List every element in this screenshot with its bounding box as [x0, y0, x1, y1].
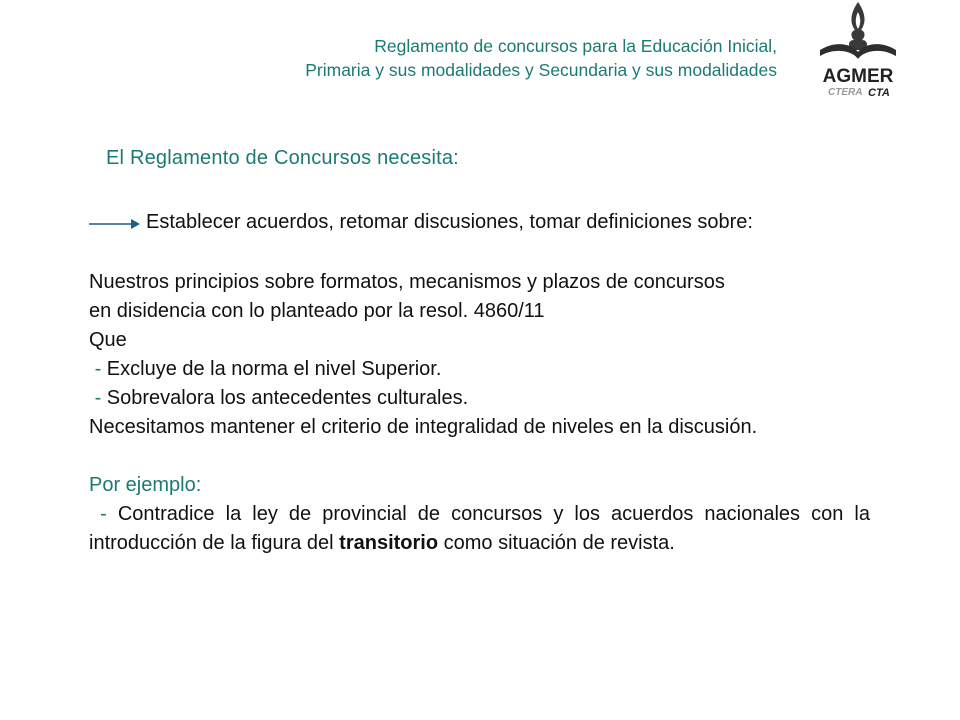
- que-label: Que: [89, 329, 127, 351]
- body-text: [89, 268, 870, 558]
- flame-icon: [849, 2, 867, 50]
- bullet-text: Excluye de la norma el nivel Superior.: [106, 358, 442, 380]
- logo-sub-2: CTA: [868, 87, 890, 99]
- example-paragraph: - Contradice la ley de provincial de concursos y los acuerdos nacionales con la introducción de la figura del transitorio como situación de revista.: [89, 503, 870, 554]
- example-text-before: Contradice la ley de provincial de concursos y los acuerdos nacionales con la introducción de la figura del: [89, 503, 870, 554]
- logo-sub-1: CTERA: [828, 87, 863, 98]
- header-line-1: Reglamento de concursos para la Educación Inicial,: [374, 36, 777, 56]
- principles-line-2: en disidencia con lo planteado por la resol. 4860/11: [89, 300, 545, 322]
- bullet-item: - Sobrevalora los antecedentes culturales.: [94, 387, 469, 409]
- document-header: [305, 34, 777, 82]
- header-line-2: Primaria y sus modalidades y Secundaria y sus modalidades: [305, 60, 777, 80]
- arrow-item-text: Establecer acuerdos, retomar discusiones, tomar definiciones sobre:: [146, 211, 753, 233]
- agmer-logo: [808, 0, 908, 102]
- arrow-right-icon: [89, 217, 141, 231]
- example-bold-term: transitorio: [339, 532, 439, 554]
- necesitamos-paragraph: Necesitamos mantener el criterio de integralidad de niveles en la discusión.: [89, 416, 758, 438]
- logo-name: AGMER: [822, 66, 894, 87]
- arrow-list-item: [89, 211, 889, 239]
- section-heading: El Reglamento de Concursos necesita:: [106, 147, 459, 169]
- example-text-after: como situación de revista.: [438, 532, 675, 554]
- principles-line-1: Nuestros principios sobre formatos, mecanismos y plazos de concursos: [89, 271, 725, 293]
- bullet-text: Sobrevalora los antecedentes culturales.: [106, 387, 469, 409]
- bullet-item: - Excluye de la norma el nivel Superior.: [94, 358, 442, 380]
- example-label: Por ejemplo:: [89, 474, 202, 496]
